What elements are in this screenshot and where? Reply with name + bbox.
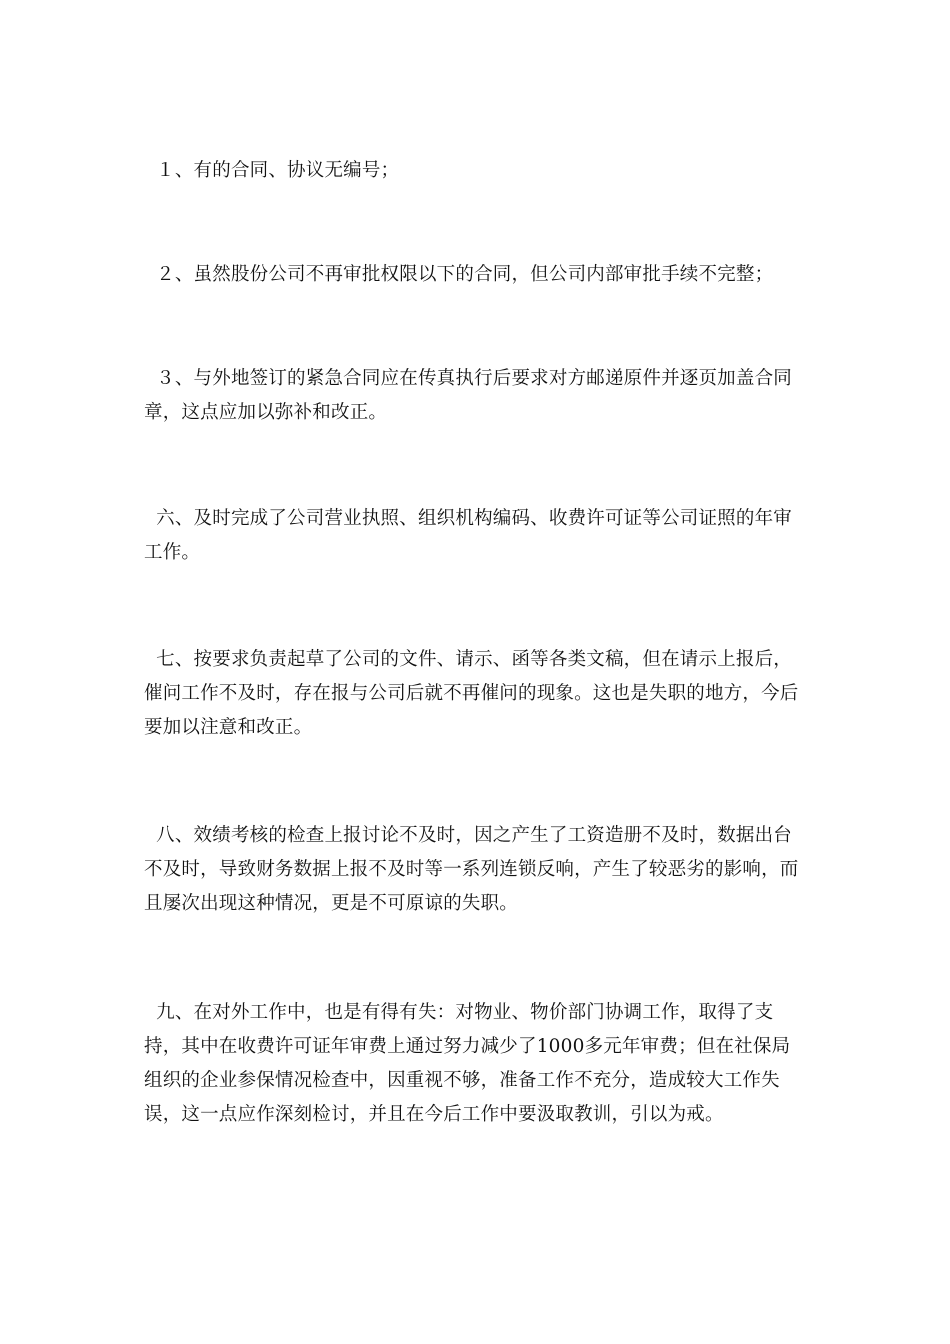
paragraph-item-2: ２、虽然股份公司不再审批权限以下的合同，但公司内部审批手续不完整； <box>144 264 774 285</box>
paragraph-section-6: 六、及时完成了公司营业执照、组织机构编码、收费许可证等公司证照的年审工作。 <box>144 508 792 563</box>
paragraph-section-9: 九、在对外工作中，也是有得有失：对物业、物价部门协调工作，取得了支持，其中在收费许可证年审费上通过努力减少了1000多元年审费；但在社保局组织的企业参保情况检查中，因重视不够，准备工作不充分，造成较大工作失误，这一点应作深刻检讨，并且在今后工作中要汲取教训，引以为戒。 <box>144 1002 791 1125</box>
paragraph-section-7: 七、按要求负责起草了公司的文件、请示、函等各类文稿，但在请示上报后，催问工作不及时，存在报与公司后就不再催问的现象。这也是失职的地方，今后要加以注意和改正。 <box>144 649 799 738</box>
paragraph-section-8: 八、效绩考核的检查上报讨论不及时，因之产生了工资造册不及时，数据出台不及时，导致财务数据上报不及时等一系列连锁反响，产生了较恶劣的影响，而且屡次出现这种情况，更是不可原谅的失职。 <box>144 825 799 914</box>
paragraph-item-1: １、有的合同、协议无编号； <box>144 160 400 181</box>
paragraph-item-3: ３、与外地签订的紧急合同应在传真执行后要求对方邮递原件并逐页加盖合同章，这点应加以弥补和改正。 <box>144 368 792 423</box>
